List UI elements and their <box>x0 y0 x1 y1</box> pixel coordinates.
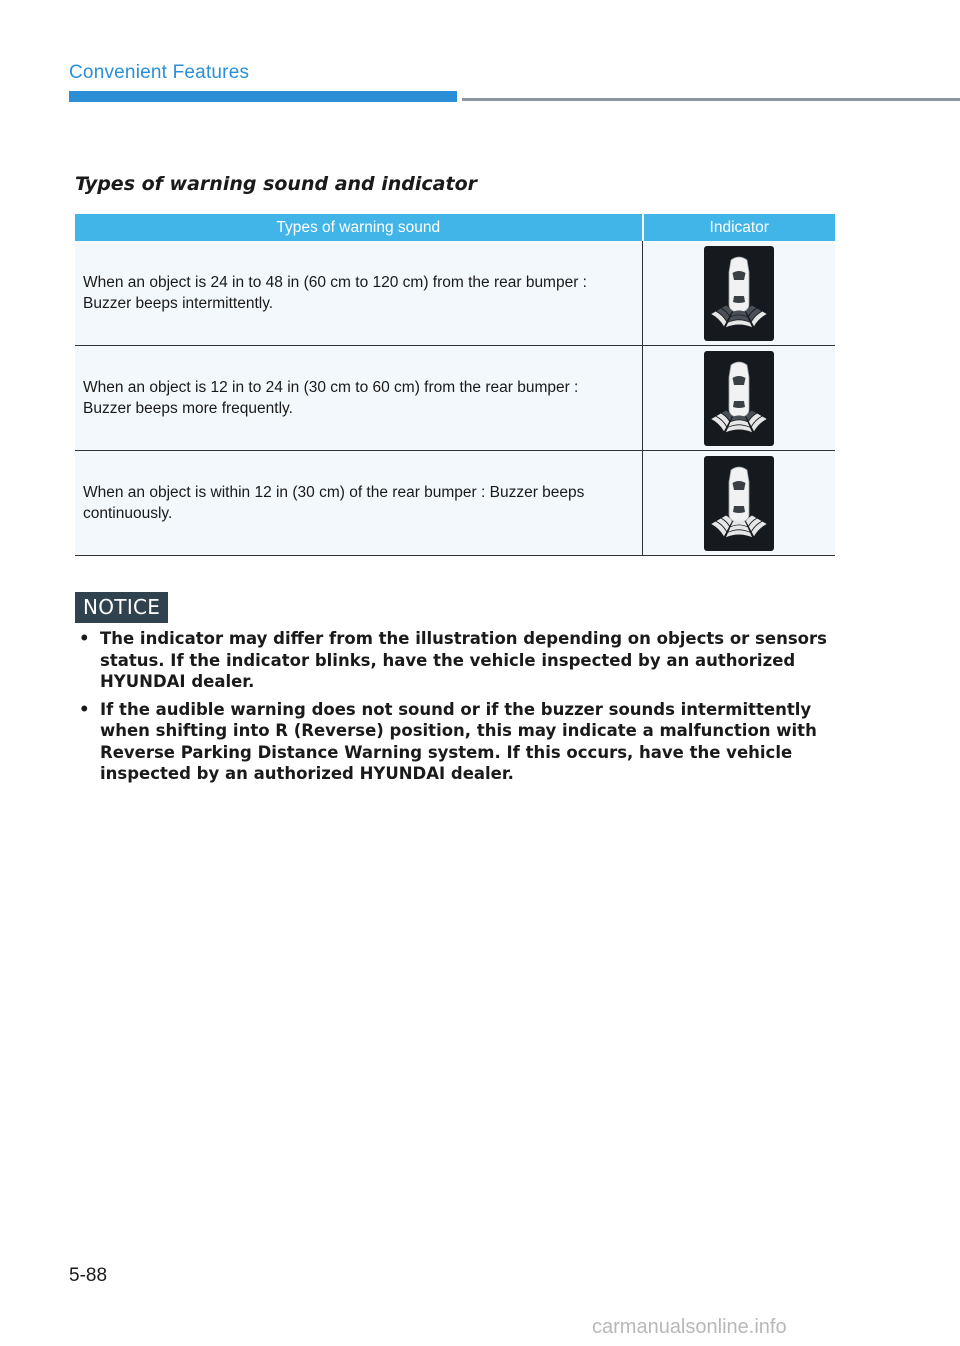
parking-indicator-icon <box>704 456 774 551</box>
car-body-icon <box>729 362 749 417</box>
rear-window-icon <box>733 506 745 513</box>
car-body-icon <box>729 467 749 522</box>
table-header-row <box>75 214 835 241</box>
header-accent-bar <box>69 91 457 102</box>
sensor-arc <box>726 425 752 432</box>
car-body-icon <box>729 257 749 312</box>
page-heading: Types of warning sound and indicator <box>75 173 478 195</box>
notice-item: • If the audible warning does not sound or if the buzzer sounds intermittently when shifting into R (Reverse) position, this may indicate a malfunction with Reverse Parking Distance Warning system. If this occurs, have the vehicle inspected by an authorized HYUNDAI dealer. <box>75 699 840 785</box>
section-title: Convenient Features <box>69 62 250 83</box>
column-header-indicator: Indicator <box>643 214 836 241</box>
windshield-icon <box>733 481 746 490</box>
column-header-sound: Types of warning sound <box>75 214 643 241</box>
notice-list <box>75 628 840 791</box>
page-number: 5-88 <box>69 1265 108 1286</box>
table-row <box>75 241 835 346</box>
warning-table <box>75 214 835 556</box>
notice-label: NOTICE <box>75 592 168 623</box>
sensor-arc <box>726 530 752 537</box>
sensor-arc <box>726 320 752 327</box>
header-rule <box>462 98 960 101</box>
table-row <box>75 451 835 556</box>
notice-item: • The indicator may differ from the illustration depending on objects or sensors status. If the indicator blinks, have the vehicle inspected by an authorized HYUNDAI dealer. <box>75 628 840 693</box>
windshield-icon <box>733 271 746 280</box>
warning-description: When an object is 24 in to 48 in (60 cm to 120 cm) from the rear bumper : Buzzer beeps intermittently. <box>75 241 643 346</box>
windshield-icon <box>733 376 746 385</box>
watermark: carmanualsonline.info <box>592 1316 787 1338</box>
parking-indicator-icon <box>704 246 774 341</box>
parking-indicator-icon <box>704 351 774 446</box>
warning-description: When an object is 12 in to 24 in (30 cm to 60 cm) from the rear bumper : Buzzer beeps more frequently. <box>75 346 643 451</box>
rear-window-icon <box>733 401 745 408</box>
rear-window-icon <box>733 296 745 303</box>
warning-description: When an object is within 12 in (30 cm) of the rear bumper : Buzzer beeps continuously. <box>75 451 643 556</box>
table-row <box>75 346 835 451</box>
